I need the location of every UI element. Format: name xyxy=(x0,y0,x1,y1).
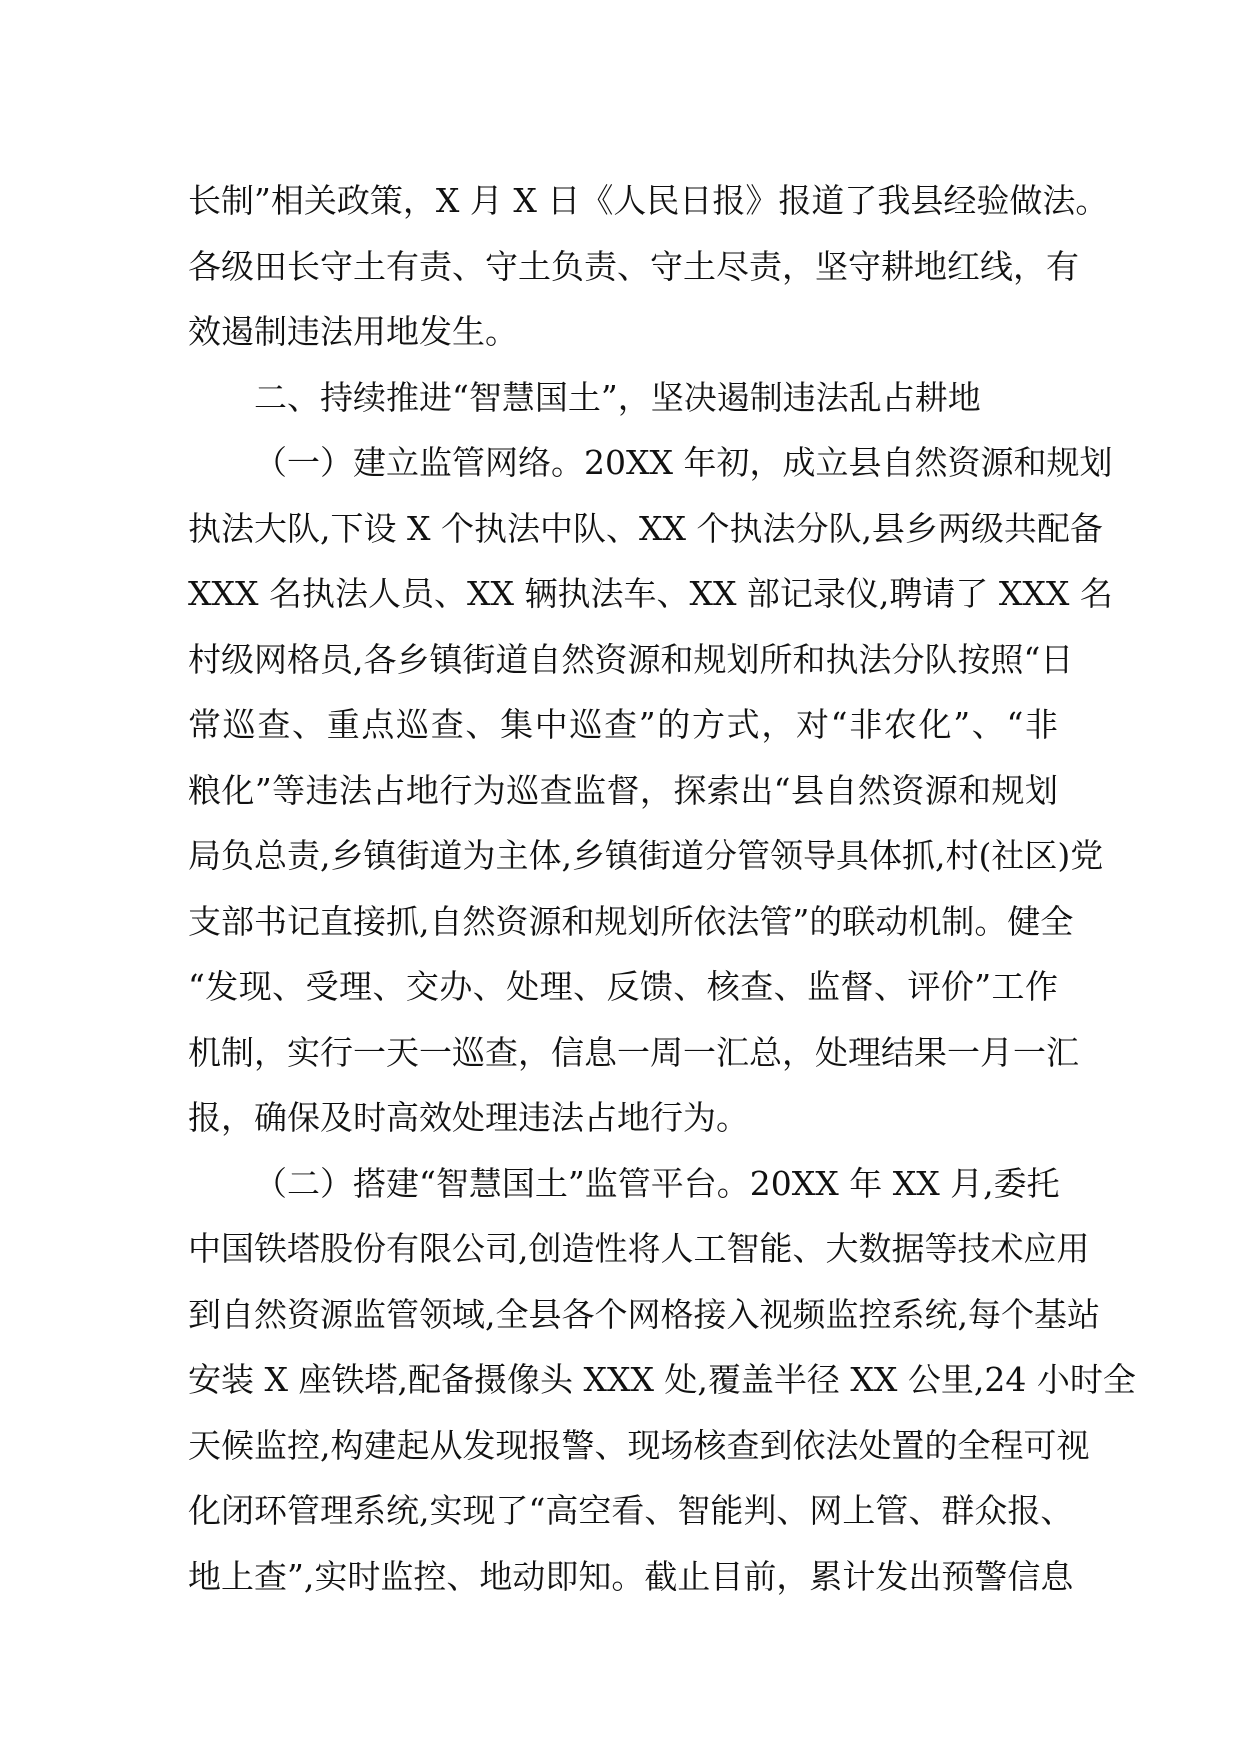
text-line: 粮化”等违法占地行为巡查监督，探索出“县自然资源和规划 xyxy=(188,770,1058,810)
text-line: 局负总责,乡镇街道为主体,乡镇街道分管领导具体抓,村(社区)党 xyxy=(188,836,1104,875)
text-line: 天候监控,构建起从发现报警、现场核查到依法处置的全程可视 xyxy=(188,1425,1090,1465)
text-line: 机制，实行一天一巡查，信息一周一汇总，处理结果一月一汇 xyxy=(188,1032,1079,1072)
text-line: 安装 X 座铁塔,配备摄像头 XXX 处,覆盖半径 XX 公里,24 小时全 xyxy=(188,1360,1136,1399)
text-line: 村级网格员,各乡镇街道自然资源和规划所和执法分队按照“日 xyxy=(188,639,1074,679)
text-line: 执法大队,下设 X 个执法中队、XX 个执法分队,县乡两级共配备 xyxy=(188,508,1103,548)
text-line: 长制”相关政策，X 月 X 日《人民日报》报道了我县经验做法。 xyxy=(188,181,1109,220)
text-line: （二）搭建“智慧国土”监管平台。20XX 年 XX 月,委托 xyxy=(254,1163,1060,1203)
text-line: 效遏制违法用地发生。 xyxy=(188,312,518,351)
text-line: 支部书记直接抓,自然资源和规划所依法管”的联动机制。健全 xyxy=(188,901,1074,941)
text-line: 各级田长守土有责、守土负责、守土尽责，坚守耕地红线，有 xyxy=(188,246,1079,286)
text-line: 中国铁塔股份有限公司,创造性将人工智能、大数据等技术应用 xyxy=(188,1229,1090,1268)
body-text xyxy=(188,168,1136,1609)
text-line: 常巡查、重点巡查、集中巡查”的方式，对“非农化”、“非 xyxy=(188,705,1058,744)
text-line: 化闭环管理系统,实现了“高空看、智能判、网上管、群众报、 xyxy=(188,1491,1074,1530)
text-line: 报，确保及时高效处理违法占地行为。 xyxy=(188,1098,749,1137)
text-line: 地上查”,实时监控、地动即知。截止目前，累计发出预警信息 xyxy=(188,1556,1074,1596)
text-line: 到自然资源监管领域,全县各个网格接入视频监控系统,每个基站 xyxy=(188,1294,1100,1334)
text-line: （一）建立监管网络。20XX 年初，成立县自然资源和规划 xyxy=(254,443,1113,482)
text-line: 二、持续推进“智慧国土”，坚决遏制违法乱占耕地 xyxy=(254,377,981,417)
text-line: XXX 名执法人员、XX 辆执法车、XX 部记录仪,聘请了 XXX 名 xyxy=(188,574,1113,613)
text-line: “发现、受理、交办、处理、反馈、核查、监督、评价”工作 xyxy=(188,967,1058,1006)
